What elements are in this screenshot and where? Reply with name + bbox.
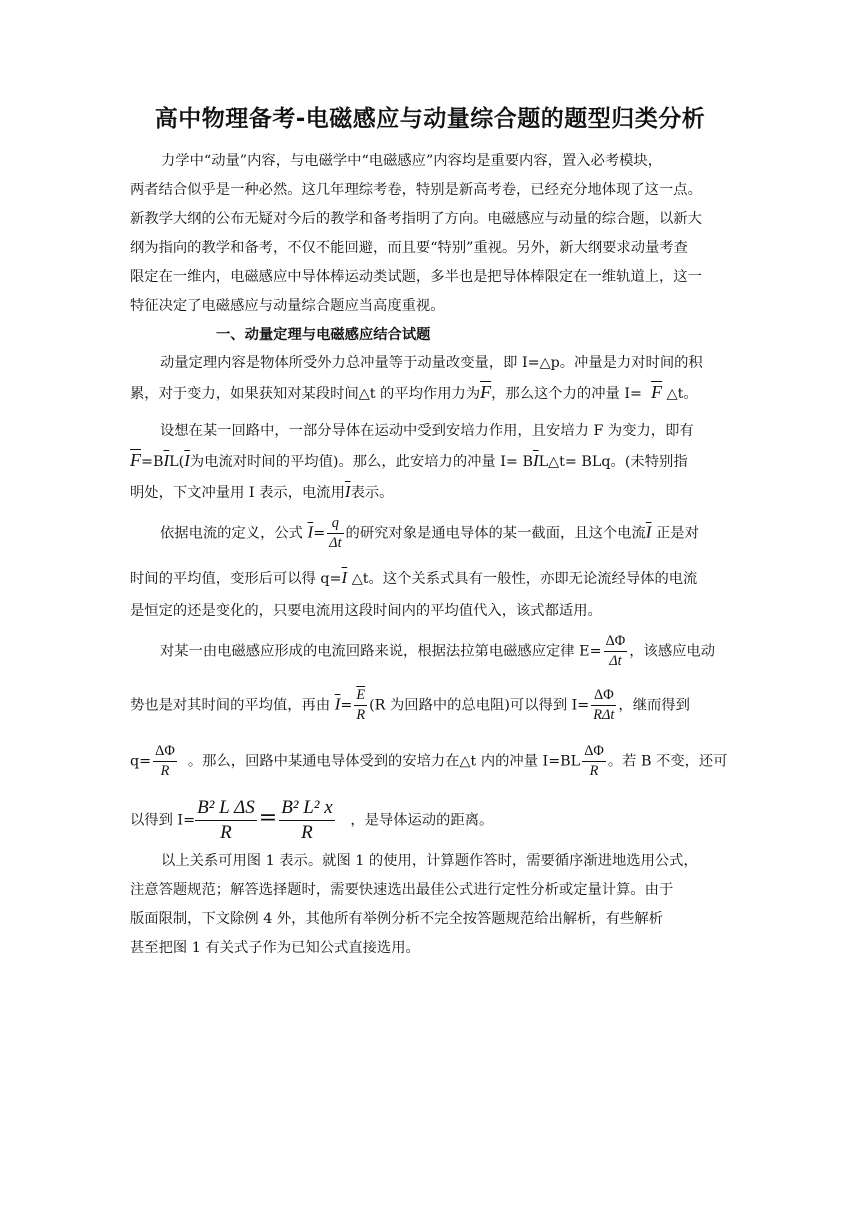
formula-F-bar: $\overline{F}$ bbox=[651, 382, 663, 402]
denominator: R bbox=[220, 822, 232, 843]
equals-sign: = bbox=[313, 525, 326, 542]
denominator: Δt bbox=[609, 653, 622, 669]
text-line: 力学中“动量”内容，与电磁学中“电磁感应”内容均是重要内容，置入必考模块， bbox=[161, 153, 663, 169]
text-fragment: 累，对于变力，如果获知对某段时间△t 的平均作用力为 bbox=[130, 386, 481, 402]
equals-sign: = bbox=[258, 805, 278, 831]
section-heading: 一、动量定理与电磁感应结合试题 bbox=[216, 327, 431, 343]
fraction-q-over-dt bbox=[327, 514, 343, 553]
numerator: ΔΦ bbox=[591, 686, 616, 706]
page-title: 高中物理备考-电磁感应与动量综合题的题型归类分析 bbox=[154, 106, 706, 132]
formula-F-bar: $\overline{F}$ bbox=[130, 450, 141, 470]
formula-I-bar: $\overline{I}$ bbox=[184, 451, 190, 470]
text-line: 甚至把图 1 有关式子作为已知公式直接选用。 bbox=[130, 940, 420, 956]
denominator: R bbox=[589, 763, 599, 779]
formula-I-bar: $\overline{I}$ bbox=[645, 522, 652, 542]
fraction-b2l-ds-over-r bbox=[195, 796, 257, 845]
text-line: 版面限制，下文除例 4 外，其他所有举例分析不完全按答题规范给出解析，有些解析 bbox=[130, 911, 663, 927]
text-line: 限定在一维内，电磁感应中导体棒运动类试题，多半也是把导体棒限定在一维轨道上，这一 bbox=[130, 269, 702, 285]
text-fragment: △t。这个关系式具有一般性，亦即无论流经导体的电流 bbox=[351, 571, 698, 587]
text-fragment: 势也是对其时间的平均值，再由 bbox=[130, 697, 331, 714]
text-line bbox=[130, 568, 730, 588]
fraction-dphi-over-r bbox=[582, 742, 606, 781]
text-line bbox=[130, 632, 760, 671]
numerator: ΔΦ bbox=[582, 742, 606, 762]
formula-I-bar: $\overline{I}$ bbox=[334, 694, 341, 714]
formula-I-bar: $\overline{I}$ bbox=[163, 451, 170, 470]
formula-I-bar: $\overline{I}$ bbox=[344, 482, 351, 501]
text-line: 特征决定了电磁感应与动量综合题应当高度重视。 bbox=[130, 298, 445, 314]
text-fragment: 时间的平均值，变形后可以得 q= bbox=[130, 571, 342, 587]
text-fragment: 。那么，回路中某通电导体受到的安培力在△t 内的冲量 I=BL bbox=[187, 753, 581, 770]
formula-I-bar: $\overline{I}$ bbox=[341, 568, 348, 587]
text-line bbox=[130, 686, 730, 725]
text-line: 动量定理内容是物体所受外力总冲量等于动量改变量，即 I=△p。冲量是力对时间的积 bbox=[160, 355, 703, 371]
text-fragment: L( bbox=[169, 454, 185, 470]
intro-paragraph bbox=[130, 147, 730, 321]
text-fragment: 。若 B 不变，还可 bbox=[607, 753, 728, 770]
denominator: RΔt bbox=[593, 707, 615, 723]
text-fragment: 表示。 bbox=[350, 485, 394, 501]
text-line bbox=[130, 482, 730, 502]
text-line: 是恒定的还是变化的，只要电流用这段时间内的平均值代入，该式都适用。 bbox=[130, 603, 602, 619]
text-line bbox=[130, 382, 730, 403]
text-line: 纲为指向的教学和备考，不仅不能回避，而且要“特别”重视。另外，新大纲要求动量考查 bbox=[130, 240, 688, 256]
text-line bbox=[130, 742, 730, 781]
denominator: R bbox=[356, 707, 366, 723]
text-line bbox=[130, 514, 760, 553]
text-fragment: ，继而得到 bbox=[618, 697, 690, 714]
formula-I-bar: $\overline{I}$ bbox=[532, 451, 539, 470]
denominator: Δt bbox=[329, 535, 342, 551]
formula-F-bar: $\overline{F}$ bbox=[480, 382, 492, 402]
text-line bbox=[130, 450, 730, 471]
text-fragment: ，那么这个力的冲量 I= bbox=[491, 386, 642, 402]
text-fragment: 正是对 bbox=[656, 525, 699, 542]
formula-I-bar: $\overline{I}$ bbox=[307, 522, 314, 542]
text-fragment: 以得到 I= bbox=[130, 812, 196, 829]
numerator-part: ΔS bbox=[234, 797, 255, 818]
closing-paragraph bbox=[130, 847, 730, 963]
fraction-b2l2x-over-r bbox=[279, 796, 335, 845]
text-line: 注意答题规范；解答选择题时，需要快速选出最佳公式进行定性分析或定量计算。由于 bbox=[130, 882, 674, 898]
text-line: 新教学大纲的公布无疑对今后的教学和备考指明了方向。电磁感应与动量的综合题，以新大 bbox=[130, 211, 702, 227]
text-line: 设想在某一回路中，一部分导体在运动中受到安培力作用，且安培力 F 为变力，即有 bbox=[160, 423, 694, 439]
fraction-dphi-over-rdt bbox=[591, 686, 616, 725]
numerator-part: B² L bbox=[197, 797, 230, 818]
text-fragment: L△t= BLq。(未特别指 bbox=[538, 454, 688, 470]
numerator: q bbox=[327, 514, 343, 534]
text-fragment: (R 为回路中的总电阻)可以得到 I= bbox=[369, 697, 590, 714]
text-fragment: ，该感应电动 bbox=[629, 643, 716, 660]
numerator: ΔΦ bbox=[604, 632, 628, 652]
numerator bbox=[195, 796, 257, 821]
fraction-dphi-over-dt bbox=[604, 632, 628, 671]
denominator: R bbox=[301, 822, 313, 843]
fraction-E-over-R bbox=[354, 686, 367, 725]
text-fragment: 为电流对时间的平均值)。那么，此安培力的冲量 I= B bbox=[189, 454, 533, 470]
numerator: ΔΦ bbox=[153, 742, 177, 762]
text-fragment: 对某一由电磁感应形成的电流回路来说，根据法拉第电磁感应定律 E= bbox=[160, 643, 602, 660]
denominator: R bbox=[160, 763, 170, 779]
text-line: 两者结合似乎是一种必然。这几年理综考卷，特别是新高考卷，已经充分地体现了这一点。 bbox=[130, 182, 702, 198]
text-line bbox=[130, 796, 730, 845]
numerator: $\overline{E}$ bbox=[354, 686, 367, 706]
text-fragment: q= bbox=[130, 753, 152, 770]
text-fragment: 的研究对象是通电导体的某一截面，且这个电流 bbox=[345, 525, 646, 542]
text-fragment: 依据电流的定义，公式 bbox=[160, 525, 303, 542]
text-fragment: =B bbox=[141, 454, 164, 470]
equals-sign: = bbox=[340, 697, 353, 714]
text-line: 以上关系可用图 1 表示。就图 1 的使用，计算题作答时，需要循序渐进地选用公式， bbox=[161, 853, 698, 869]
text-fragment: 明处，下文冲量用 I 表示，电流用 bbox=[130, 485, 345, 501]
text-fragment: △t。 bbox=[666, 386, 698, 402]
numerator: B² L² x bbox=[279, 796, 335, 821]
text-fragment: ，是导体运动的距离。 bbox=[350, 812, 494, 829]
fraction-dphi-over-r bbox=[153, 742, 177, 781]
